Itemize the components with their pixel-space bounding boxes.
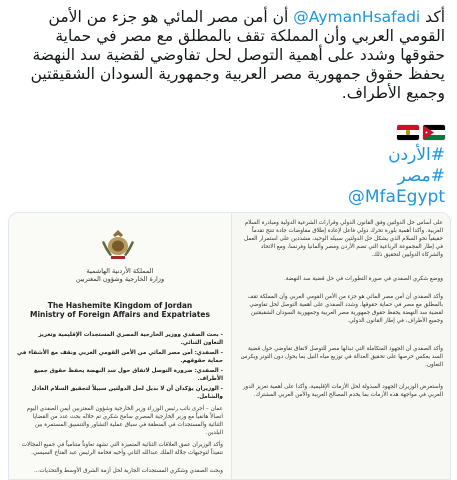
egypt-flag-band [397,130,419,135]
tweet-text [8,8,445,103]
ministry-english-heading: The Hashemite Kingdom of Jordan Ministry of Foreign Affairs and Expatriates [30,301,210,319]
flag-emojis [397,125,445,140]
jordan-flag-icon [423,125,445,140]
document-page-right [231,213,451,479]
document-paragraph: وأكد الوزيران عمق العلاقات الثنائية المتميزة التي تشهد تعاوناً متنامياً في جميع المجالات تنفيذاً لتوجيهات جلالة الملك عبدالله الثاني وأخيه فخامة الرئيس عبد الفتاح السيسي. [21,442,223,456]
tweet-text-body: أن أمن مصر المائي هو جزء من الأمن القومي العربي وأن المملكة تقف بالمطلق مع مصر في حماية حقوقها وشدد على أهمية التوصل لحل تفاوضي لقضية سد النهضة يحفظ حقوق جمهورية مصر العربية وجمهورية السودان الشقيقتين وجميع الأطراف. [30,8,445,102]
document-paragraph: - الوزيران يؤكدان أن لا بديل لحل الدولتين سبيلاً لتحقيق السلام العادل والشامل. [31,386,223,400]
document-paragraph: - الصفدي: ضرورة التوصل لاتفاق حول سد النهضة يحفظ حقوق جميع الأطراف. [33,368,223,382]
document-paragraph: على أساس حل الدولتين وفق القانون الدولي وقرارات الشرعية الدولية ومبادرة السلام العربية. وأكدا أهمية بلورة تحرك دولي فاعل لإعادة إطلاق مفاوضات جادة تنتج تقدماً حقيقياً نحو السلام الذي يشكل حل الدولتين سبيله الوحيد، مشددين على استمرار العمل في إطار المجموعة الرباعية التي تضم الأردن ومصر وألمانيا وفرنسا، ومع الاتحاد والشركاء الدوليين لتحقيق ذلك. [244,220,443,258]
tweet-text-prefix: أكد [420,8,445,26]
jordan-crest-icon [99,227,137,263]
mention-link-mfaegypt[interactable]: @MfaEgypt [347,187,445,207]
document-page-left [9,213,231,479]
hashtag-egypt[interactable]: #مصر [397,166,445,186]
jordan-triangle-icon [423,125,435,140]
document-paragraph: عمان – أجرى نائب رئيس الوزراء وزير الخارجية وشؤون المغتربين أيمن الصفدي اليوم اتصالاً هاتفياً مع وزير الخارجية المصري سامح شكري تم خلاله بحث عدد من القضايا الثنائية والمستجدات في المنطقة في سياق عملية التشاور والتنسيق المستمرة بين البلدين. [26,406,223,436]
document-paragraph: وأكد الصفدي أن الجهود المتكاملة التي تبذلها مصر للتوصل لاتفاق تفاوضي حول قضية السد يعكس حرصها على تحقيق العدالة في توزيع مياه النيل بما يحول دون التوتر ويكرس التعاون. [240,346,443,368]
document-paragraph: ووضع شكري الصفدي في صورة التطورات في حل قضية سد النهضة. [284,276,443,282]
egypt-flag-band [397,135,419,140]
document-paragraph: - الصفدي: أمن مصر المائي من الأمن القومي العربي ونقف مع الأشقاء في حماية حقوقهم. [17,350,223,364]
hashtag-jordan[interactable]: #الأردن [388,145,445,165]
document-paragraph: واستعرض الوزيران الجهود المبذولة لحل الأزمات الإقليمية، وأكدا على أهمية تعزيز الدور العربي في مواجهة هذه الأزمات بما يخدم المصالح العربية والأمن العربي المشترك. [242,384,443,398]
egypt-emblem-icon [406,130,410,135]
mention-link-ayman[interactable]: @AymanHsafadi [293,8,421,26]
document-paragraph: - بحث الصفدي ووزير الخارجية المصري المستجدات الإقليمية وتعزيز التعاون الثنائي. [38,332,223,346]
egypt-flag-icon [397,125,419,140]
document-paragraph: وأكد الصفدي أن أمن مصر المائي هو جزء من الأمن القومي العربي وأن المملكة تقف بالمطلق مع مصر في حماية حقوقها. وشدد الصفدي على أهمية التوصل لحل تفاوضي لقضية سد النهضة يحفظ حقوق جمهورية مصر العربية وجمهورية السودان الشقيقتين وجميع الأطراف، في إطار القانون الدولي. [247,294,443,324]
document-paragraph: وبحث الصفدي وشكري المستجدات الجارية لحل أزمة الشرق الأوسط والتحديات... [34,468,223,474]
attached-document-image[interactable] [8,212,451,480]
ministry-arabic-heading: المملكة الأردنية الهاشمية وزارة الخارجية وشؤون المغتربين [75,267,165,283]
